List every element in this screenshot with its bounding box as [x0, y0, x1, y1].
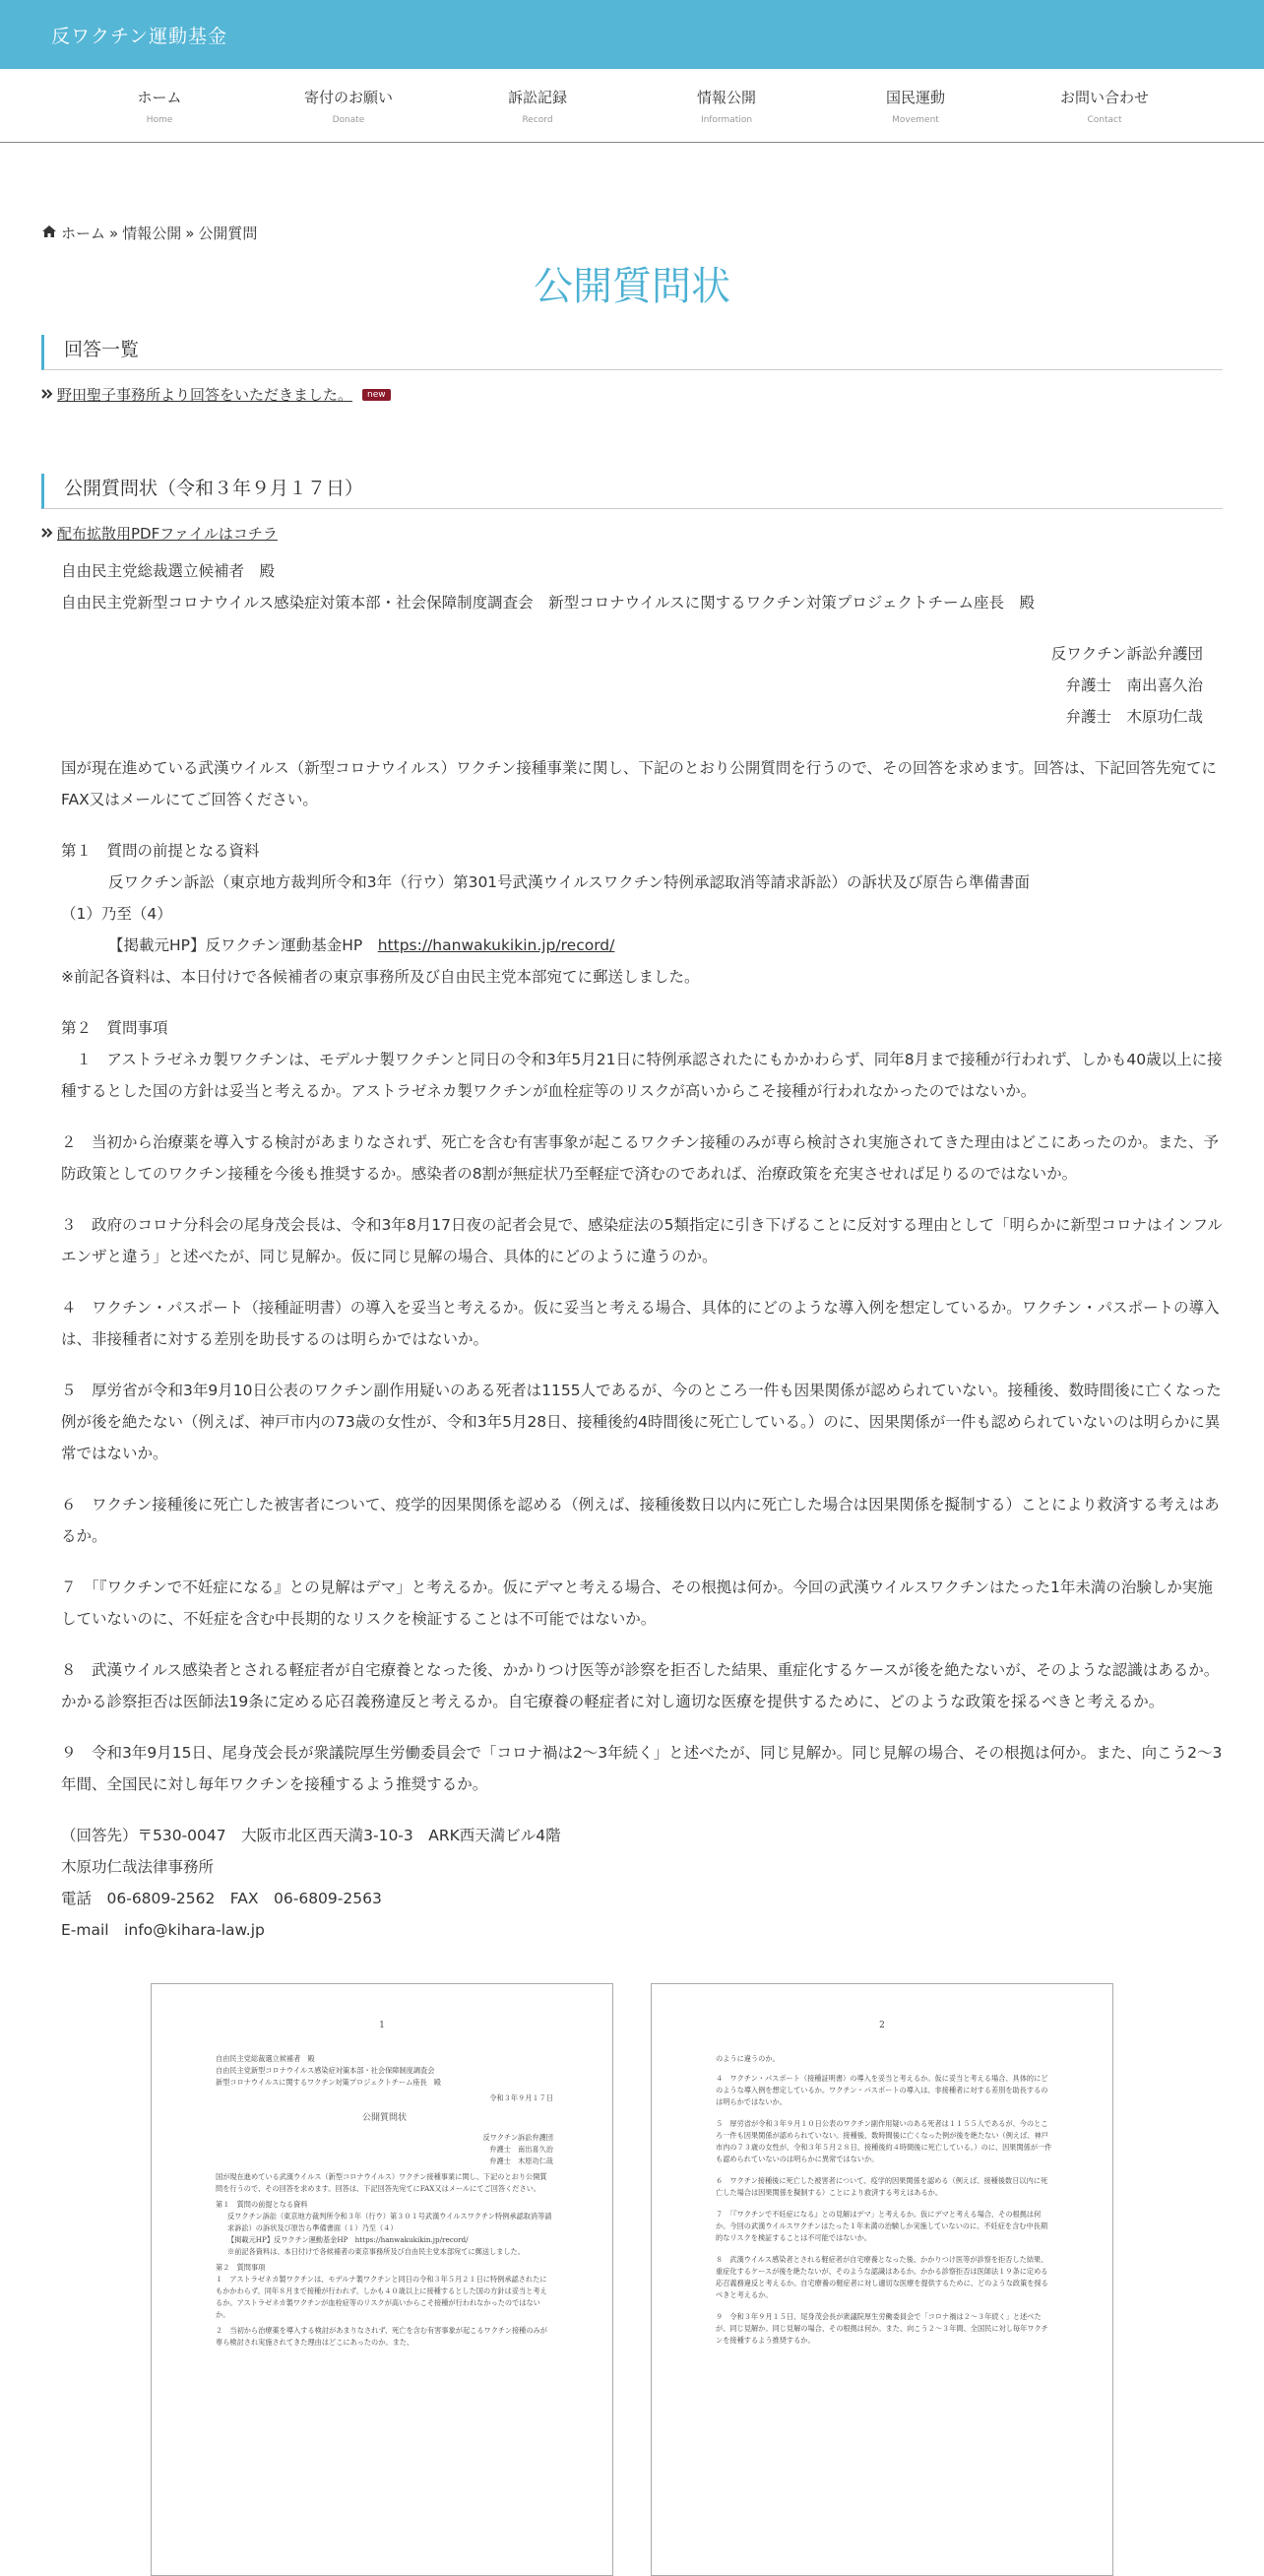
answer-link-row: [41, 384, 1223, 405]
page-number: 2: [879, 2021, 885, 2030]
doc-text: 弁護士 南出喜久治: [489, 2145, 553, 2154]
doc-text: ７ 「『ワクチンで不妊症になる』との見解はデマ」と考えるか。仮にデマと考える場合、その根拠は何か。今回の武漢ウイルスワクチンはたった１年未満の治験しか実施していないのに、不妊症を含む中長期的なリスクを検証することは不可能ではないか。: [716, 2210, 1048, 2242]
contact-phone: 電話 06-6809-2562 FAX 06-6809-2563: [61, 1890, 382, 1907]
doc-text: ８ 武漢ウイルス感染者とされる軽症者が自宅療養となった後、かかりつけ医等が診察を拒否した結果、重症化するケースが後を絶たないが、そのような認識はあるか。かかる診察拒否は医師法１９条に定める応召義務違反と考えるか。自宅療養の軽症者に対し適切な医療を提供するために、どのような政策を採るべきと考えるか。: [716, 2255, 1048, 2299]
site-title[interactable]: 反ワクチン運動基金: [51, 26, 228, 47]
letter-heading: 公開質問状（令和３年９月１７日）: [41, 474, 1223, 509]
letter-body: [41, 555, 1223, 1946]
nav-sublabel: Movement: [892, 115, 939, 125]
document-page-2[interactable]: [651, 1983, 1113, 2576]
doc-text: ２ 当初から治療薬を導入する検討があまりなされず、死亡を含む有害事象が起こるワクチン接種のみが専ら検討され実施されてきた理由はどこにあったのか。また、: [216, 2326, 547, 2347]
breadcrumb-separator: »: [109, 224, 119, 242]
nav-home[interactable]: [65, 69, 254, 142]
doc-text: 国が現在進めている武漢ウイルス（新型コロナウイルス）ワクチン接種事業に関し、下記のとおり公開質問を行うので、その回答を求めます。回答は、下記回答先宛てにFAX又はメールにてご回答ください。: [216, 2172, 547, 2193]
doc-text: １ アストラゼネカ製ワクチンは、モデルナ製ワクチンと同日の令和３年５月２１日に特例承認されたにもかかわらず、同年８月まで接種が行われず、しかも４０歳以上に接種するとした国の方針は妥当と考えるか。アストラゼネカ製ワクチンが血栓症等のリスクが高いからこそ接種が行われなかったのではないか。: [216, 2275, 547, 2319]
doc-text: 【掲載元HP】反ワクチン運動基金HP https://hanwakukikin.jp/record/: [227, 2235, 469, 2244]
doc-text: 第２ 質問事項: [216, 2263, 266, 2272]
question-2: ２ 当初から治療薬を導入する検討があまりなされず、死亡を含む有害事象が起こるワクチン接種のみが専ら検討され実施されてきた理由はどこにあったのか。また、予防政策としてのワクチン接種を今後も推奨するか。感染者の8割が無症状乃至軽症で済むのであれば、治療政策を充実させれば足りるのではないか。: [61, 1133, 1219, 1183]
home-icon: [41, 225, 57, 242]
doc-date: 令和３年９月１７日: [489, 2093, 553, 2102]
question-6: ６ ワクチン接種後に死亡した被害者について、疫学的因果関係を認める（例えば、接種後数日以内に死亡した場合は因果関係を擬制する）ことにより救済する考えはあるか。: [61, 1496, 1220, 1545]
nav-label: 国民運動: [885, 89, 945, 106]
document-previews: [41, 1983, 1223, 2576]
nav-movement[interactable]: [821, 69, 1010, 142]
doc-text: 反ワクチン訴訟（東京地方裁判所令和３年（行ウ）第３０１号武漢ウイルスワクチン特例承認取消等請求訴訟）の訴状及び原告ら準備書面（１）乃至（４）: [227, 2212, 552, 2232]
doc-text: 自由民主党総裁選立候補者 殿: [216, 2054, 315, 2063]
question-4: ４ ワクチン・パスポート（接種証明書）の導入を妥当と考えるか。仮に妥当と考える場合、具体的にどのような導入例を想定しているか。ワクチン・パスポートの導入は、非接種者に対する差別を助長するのは明らかではないか。: [61, 1299, 1220, 1348]
nav-donate[interactable]: [254, 69, 443, 142]
answer-link[interactable]: 野田聖子事務所より回答をいただきました。: [57, 386, 353, 404]
nav-sublabel: Contact: [1087, 115, 1122, 125]
question-9: ９ 令和3年9月15日、尾身茂会長が衆議院厚生労働委員会で「コロナ禍は2～3年続く」と述べたが、同じ見解か。同じ見解の場合、その根拠は何か。また、向こう2～3年間、全国民に対し毎年ワクチンを接種するよう推奨するか。: [61, 1744, 1223, 1793]
breadcrumb-home[interactable]: ホーム: [61, 225, 106, 242]
doc-text: 新型コロナウイルスに関するワクチン対策プロジェクトチーム座長 殿: [216, 2078, 442, 2087]
page-number: 1: [379, 2021, 385, 2030]
section-note: ※前記各資料は、本日付けで各候補者の東京事務所及び自由民主党本部宛てに郵送しました。: [61, 968, 700, 986]
sender: 反ワクチン訴訟弁護団: [1050, 645, 1203, 663]
question-8: ８ 武漢ウイルス感染者とされる軽症者が自宅療養となった後、かかりつけ医等が診察を拒否した結果、重症化するケースが後を絶たないが、そのような認識はあるか。かかる診察拒否は医師法19条に定める応召義務違反と考えるか。自宅療養の軽症者に対し適切な医療を提供するために、どのような政策を採るべきと考えるか。: [61, 1661, 1220, 1710]
breadcrumb-info[interactable]: 情報公開: [122, 225, 182, 242]
source-url[interactable]: https://hanwakukikin.jp/record/: [377, 936, 615, 954]
breadcrumb-current: 公開質問: [198, 225, 258, 242]
main-nav: [0, 69, 1264, 143]
nav-label: お問い合わせ: [1059, 89, 1149, 106]
nav-sublabel: Donate: [332, 115, 365, 125]
addressee: 自由民主党新型コロナウイルス感染症対策本部・社会保障制度調査会 新型コロナウイルスに関するワクチン対策プロジェクトチーム座長 殿: [61, 594, 1036, 612]
source-line: [61, 930, 1223, 961]
double-chevron-icon: [41, 386, 53, 404]
doc-text: 第１ 質問の前提となる資料: [216, 2200, 308, 2209]
doc-text: 自由民主党新型コロナウイルス感染症対策本部・社会保障制度調査会: [216, 2066, 435, 2075]
answers-heading: 回答一覧: [41, 335, 1223, 370]
nav-sublabel: Information: [700, 115, 753, 125]
pdf-link-row: [41, 523, 1223, 544]
sender: 弁護士 木原功仁哉: [1065, 708, 1203, 726]
doc-text: ６ ワクチン接種後に死亡した被害者について、疫学的因果関係を認める（例えば、接種後数日以内に死亡した場合は因果関係を擬制する）ことにより救済する考えはあるか。: [716, 2176, 1048, 2197]
question-1: １ アストラゼネカ製ワクチンは、モデルナ製ワクチンと同日の令和3年5月21日に特例承認されたにもかかわらず、同年8月まで接種が行われず、しかも40歳以上に接種するとした国の方針は妥当と考えるか。アストラゼネカ製ワクチンが血栓症等のリスクが高いからこそ接種が行われなかったのではないか。: [61, 1051, 1223, 1100]
nav-sublabel: Record: [522, 115, 553, 125]
nav-sublabel: Home: [146, 115, 173, 125]
nav-label: ホーム: [137, 89, 182, 106]
new-badge: new: [362, 389, 391, 401]
nav-label: 寄付のお願い: [303, 89, 393, 106]
doc-text: 弁護士 木原功仁哉: [489, 2157, 553, 2165]
sender: 弁護士 南出喜久治: [1065, 676, 1203, 694]
doc-text: ４ ワクチン・パスポート（接種証明書）の導入を妥当と考えるか。仮に妥当と考える場合、具体的にどのような導入例を想定しているか。ワクチン・パスポートの導入は、非接種者に対する差別を助長するのは明らかではないか。: [716, 2074, 1048, 2106]
site-header: [0, 0, 1264, 69]
doc-text: ※前記各資料は、本日付けで各候補者の東京事務所及び自由民主党本部宛てに郵送しました。: [227, 2247, 525, 2256]
question-5: ５ 厚労省が令和3年9月10日公表のワクチン副作用疑いのある死者は1155人であるが、今のところ一件も因果関係が認められていない。接種後、数時間後に亡くなった例が後を絶たない（例えば、神戸市内の73歳の女性が、令和3年5月28日、接種後約4時間後に死亡している。）のに、因果関係が一件も認められていないのは明らかに異常ではないか。: [61, 1382, 1222, 1462]
section-title: 第２ 質問事項: [61, 1019, 168, 1037]
page-title: 公開質問状: [534, 264, 730, 309]
breadcrumb: [41, 223, 1223, 243]
doc-text: 反ワクチン訴訟弁護団: [482, 2133, 553, 2142]
doc-title: 公開質問状: [361, 2113, 407, 2123]
doc-text: のように違うのか。: [716, 2054, 780, 2063]
pdf-link[interactable]: 配布拡散用PDFファイルはコチラ: [57, 525, 278, 543]
nav-contact[interactable]: [1010, 69, 1199, 142]
section-title: 第１ 質問の前提となる資料: [61, 842, 260, 860]
document-page-1[interactable]: [151, 1983, 613, 2576]
source-label: 【掲載元HP】反ワクチン運動基金HP: [108, 936, 378, 954]
nav-information[interactable]: [632, 69, 821, 142]
main-content: [41, 223, 1223, 2576]
nav-label: 訴訟記録: [507, 89, 567, 106]
intro-paragraph: 国が現在進めている武漢ウイルス（新型コロナウイルス）ワクチン接種事業に関し、下記のとおり公開質問を行うので、その回答を求めます。回答は、下記回答先宛てにFAX又はメールにてご回答ください。: [61, 759, 1217, 808]
contact-email: E-mail info@kihara-law.jp: [61, 1921, 265, 1939]
contact-address: （回答先）〒530-0047 大阪市北区西天満3-10-3 ARK西天満ビル4階: [61, 1827, 561, 1844]
section-text: 反ワクチン訴訟（東京地方裁判所令和3年（行ウ）第301号武漢ウイルスワクチン特例承認取消等請求訴訟）の訴状及び原告ら準備書面: [108, 873, 1030, 891]
breadcrumb-separator: »: [185, 224, 195, 242]
nav-label: 情報公開: [696, 89, 756, 106]
doc-text: ５ 厚労省が令和３年９月１０日公表のワクチン副作用疑いのある死者は１１５５人であるが、今のところ一件も因果関係が認められていない。接種後、数時間後に亡くなった例が後を絶たない（例えば、神戸市内の７３歳の女性が、令和３年５月２８日、接種後約４時間後に死亡している。）のに、因果関係が一件も認められていないのは明らかに異常ではないか。: [716, 2119, 1052, 2163]
double-chevron-icon: [41, 525, 53, 543]
addressee: 自由民主党総裁選立候補者 殿: [61, 562, 276, 580]
question-3: ３ 政府のコロナ分科会の尾身茂会長は、令和3年8月17日夜の記者会見で、感染症法の5類指定に引き下げることに反対する理由として「明らかに新型コロナはインフルエンザと違う」と述べたが、同じ見解か。仮に同じ見解の場合、具体的にどのように違うのか。: [61, 1216, 1223, 1265]
section-text: （1）乃至（4）: [61, 905, 172, 923]
doc-text: ９ 令和３年９月１５日、尾身茂会長が衆議院厚生労働委員会で「コロナ禍は２～３年続く」と述べたが、同じ見解か。同じ見解の場合、その根拠は何か。また、向こう２～３年間、全国民に対し毎年ワクチンを接種するよう推奨するか。: [716, 2312, 1048, 2345]
question-7: ７ 「『ワクチンで不妊症になる』との見解はデマ」と考えるか。仮にデマと考える場合、その根拠は何か。今回の武漢ウイルスワクチンはたった1年未満の治験しか実施していないのに、不妊症を含む中長期的なリスクを検証することは不可能ではないか。: [61, 1578, 1213, 1628]
contact-office: 木原功仁哉法律事務所: [61, 1858, 215, 1876]
nav-record[interactable]: [443, 69, 632, 142]
